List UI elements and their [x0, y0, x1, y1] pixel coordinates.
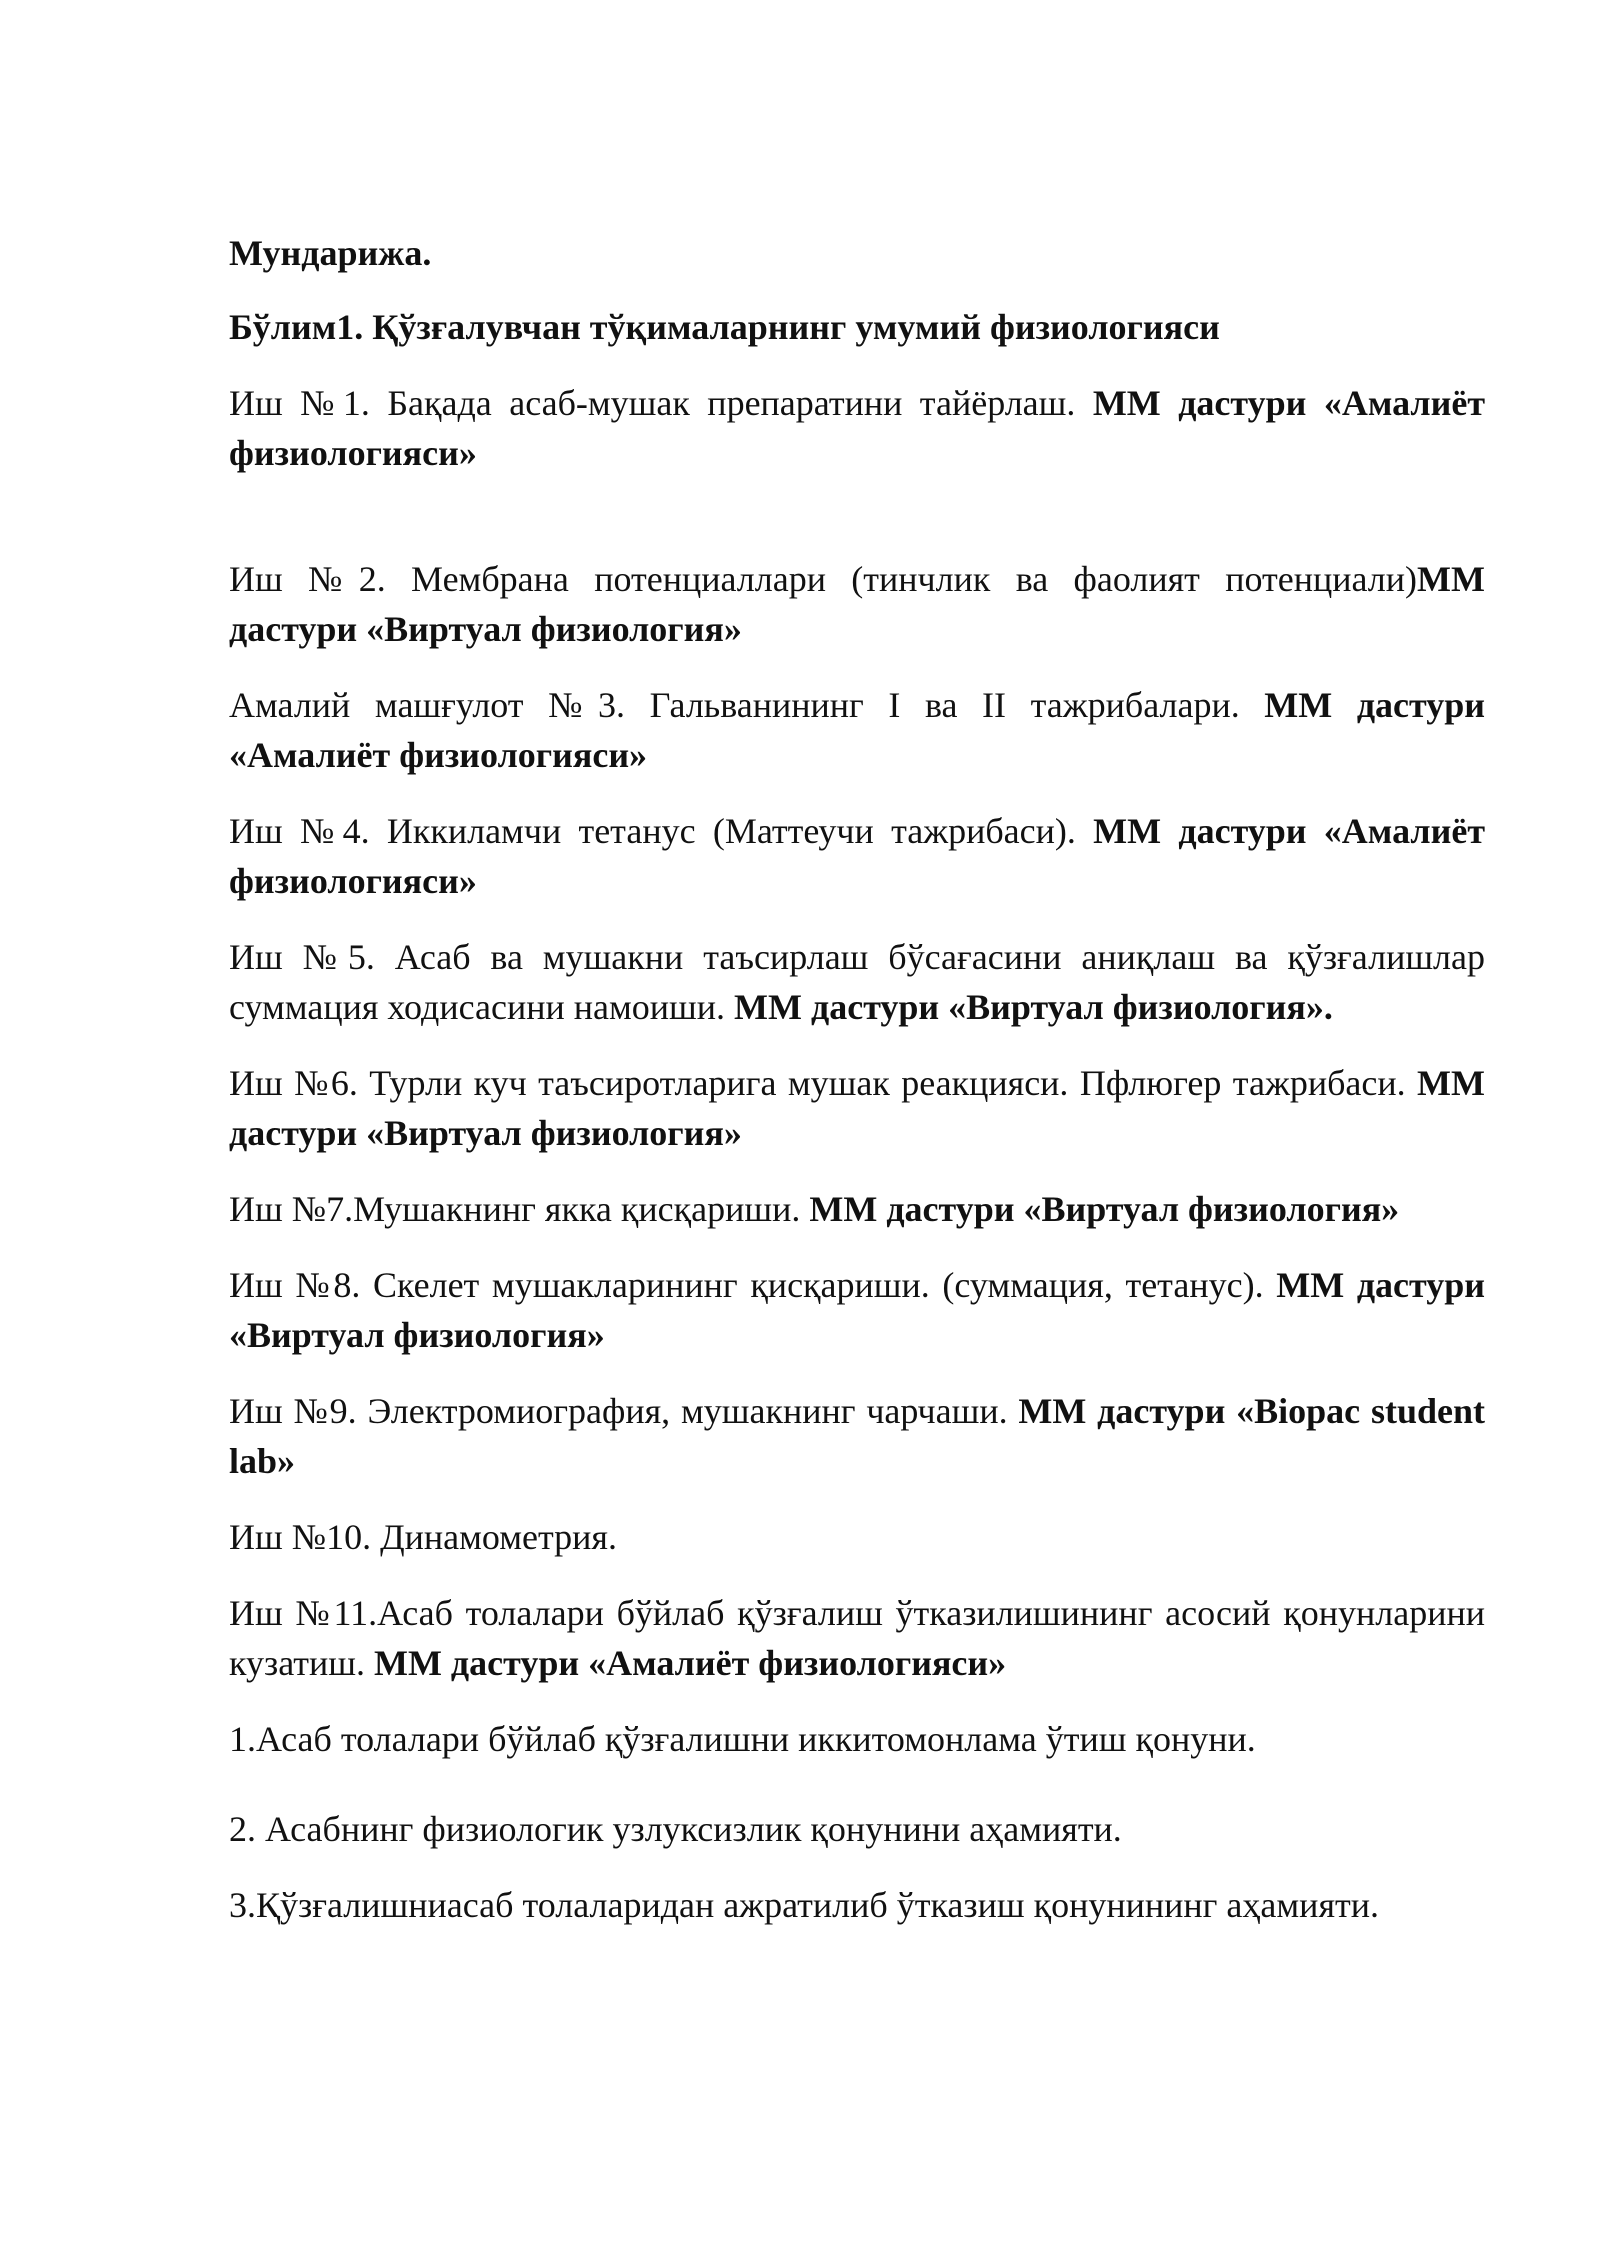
item-text: Иш №1. Бақада асаб-мушак препаратини тайёрлаш. [229, 383, 1093, 423]
item-text: Иш №7.Мушакнинг якка қисқариши. [229, 1189, 810, 1229]
list-item [229, 1260, 1485, 1360]
item-program: ММ дастури «Виртуал физиология» [229, 1265, 1485, 1355]
item-text: Иш №9. Электромиография, мушакнинг чарчаши. [229, 1391, 1019, 1431]
item-text: Иш №2. Мембрана потенциаллари (тинчлик ва фаолият потенциали) [229, 559, 1418, 599]
list-item [229, 554, 1485, 654]
item-program: ММ дастури «Виртуал физиология» [229, 559, 1485, 649]
item-program: ММ дастури «Амалиёт физиологияси» [373, 1643, 1007, 1683]
sub-item: 3.Қўзғалишниасаб толаларидан ажратилиб ўтказиш қонунининг аҳамияти. [229, 1885, 1379, 1925]
list-item [229, 1184, 1485, 1234]
page-title: Мундарижа. [229, 233, 432, 273]
list-item [229, 378, 1485, 478]
item-text: Иш №11.Асаб толалари бўйлаб қўзғалиш ўтказилишининг асосий қонунларини кузатиш. [229, 1593, 1485, 1683]
item-program: ММ дастури «Biopac student lab» [229, 1391, 1485, 1481]
list-item [229, 1058, 1485, 1158]
item-text: Иш №6. Турли куч таъсиротларига мушак реакцияси. Пфлюгер тажрибаси. [229, 1063, 1418, 1103]
item-text: Иш №10. Динамометрия. [229, 1517, 617, 1557]
list-item [229, 932, 1485, 1032]
sub-item: 2. Асабнинг физиологик узлуксизлик қонунини аҳамияти. [229, 1809, 1122, 1849]
list-item [229, 1386, 1485, 1486]
list-item [229, 1588, 1485, 1688]
table-of-contents [229, 228, 1485, 1956]
list-item [229, 680, 1485, 780]
item-program: ММ дастури «Амалиёт физиологияси» [229, 383, 1486, 473]
item-program: ММ дастури «Виртуал физиология» [229, 1063, 1485, 1153]
list-item [229, 1512, 1485, 1562]
item-text: Иш №5. Асаб ва мушакни таъсирлаш бўсағасини аниқлаш ва қўзғалишлар суммация ходисасини намоиши. [229, 937, 1485, 1027]
sub-item: 1.Асаб толалари бўйлаб қўзғалишни иккитомонлама ўтиш қонуни. [229, 1719, 1256, 1759]
item-program: ММ дастури «Виртуал физиология». [734, 987, 1333, 1027]
list-item [229, 806, 1485, 906]
item-program: ММ дастури «Виртуал физиология» [809, 1189, 1400, 1229]
item-text: Амалий машғулот №3. Гальванининг I ва II тажрибалари. [229, 685, 1265, 725]
item-program: ММ дастури «Амалиёт физиологияси» [229, 811, 1485, 901]
item-text: Иш №4. Иккиламчи тетанус (Маттеучи тажрибаси). [229, 811, 1094, 851]
section-heading: Бўлим1. Қўзғалувчан тўқималарнинг умумий физиологияси [229, 307, 1220, 347]
item-text: Иш №8. Скелет мушакларининг қисқариши. (суммация, тетанус). [229, 1265, 1277, 1305]
item-program: ММ дастури «Амалиёт физиологияси» [229, 685, 1485, 775]
